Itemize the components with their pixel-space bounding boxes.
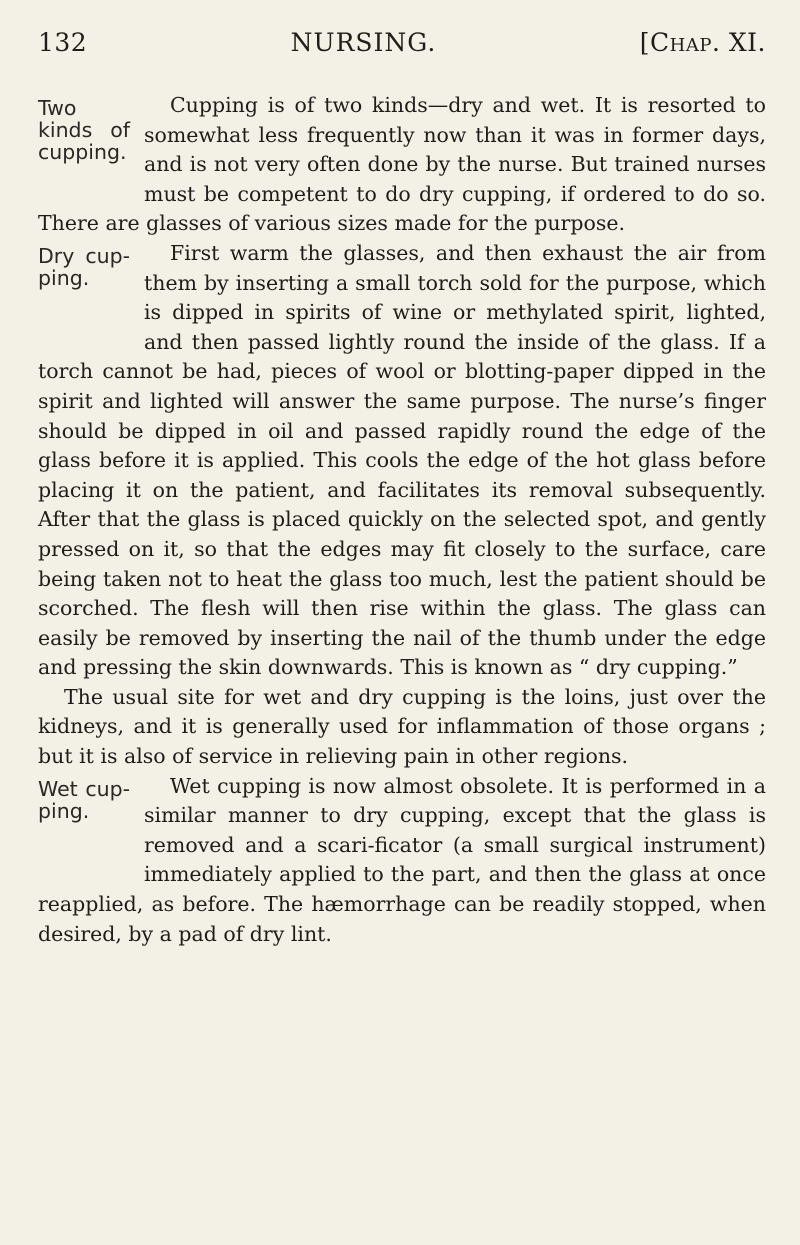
running-head [38,28,766,57]
paragraph-wet-cupping [38,772,766,950]
paragraph-1-text: Cupping is of two kinds—dry and wet. It is resorted to somewhat less frequently now than it was in former days, and is not very often done by the nurse. But trained nurses must be competent to do dry cupping, if ordered to do so. There are glasses of various sizes made for the purpose. [38,93,766,236]
running-title: NURSING. [290,28,437,57]
page-number: 132 [38,28,88,57]
sidenote-wet-cupping: Wet cup-ping. [38,776,130,823]
paragraph-4-text: Wet cupping is now almost obsolete. It is performed in a similar manner to dry cupping, except that the glass is removed and a scari-ficator (a small surgical instrument) immediately applied to the part, and then the glass at once reapplied, as before. The hæmorrhage can be readily stopped, when desired, by a pad of dry lint. [38,773,766,946]
chapter-open-bracket: [ [639,28,651,57]
paragraph-usual-site [38,683,766,772]
paragraph-3-text: The usual site for wet and dry cupping is the loins, just over the kidneys, and it is generally used for inflammation of those organs ; but it is also of service in relieving pain in other regions. [38,684,766,769]
sidenote-two-kinds: Two kinds of cupping. [38,96,130,164]
paragraph-2-text: First warm the glasses, and then exhaust the air from them by inserting a small torch sold for the purpose, which is dipped in spirits of wine or methylated spirit, lighted, and then passed lightly round the inside of the glass. If a torch cannot be had, pieces of wool or blotting-paper dipped in the spirit and lighted will answer the same purpose. The nurse’s finger should be dipped in oil and passed rapidly round the edge of the glass before it is applied. This cools the edge of the hot glass before placing it on the patient, and facilitates its removal subsequently. After that the glass is placed quickly on the selected spot, and gently pressed on it, so that the edges may fit closely to the surface, care being taken not to heat the glass too much, lest the patient should be scorched. The flesh will then rise within the glass. The glass can easily be removed by inserting the nail of the thumb under the edge and pressing the skin downwards. This is known as “ dry cupping.” [38,240,766,680]
chapter-word: Chap [650,28,712,57]
paragraph-two-kinds [38,91,766,239]
chapter-reference [640,28,766,57]
book-page [38,28,766,949]
paragraph-dry-cupping [38,239,766,683]
chapter-number: . XI. [711,28,766,57]
sidenote-dry-cupping: Dry cup-ping. [38,243,130,290]
